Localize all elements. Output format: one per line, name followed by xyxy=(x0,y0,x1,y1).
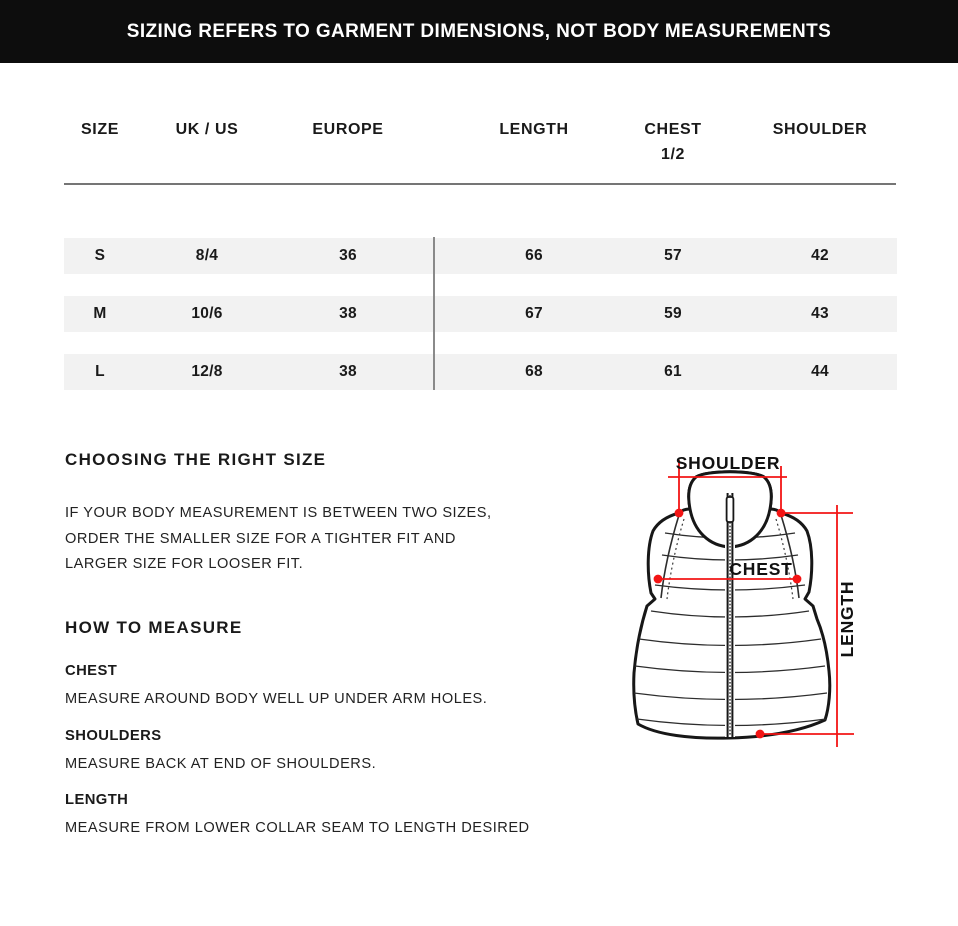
table-row-size-l xyxy=(64,354,897,390)
cell-chest-half: 59 xyxy=(664,305,682,322)
measure-item-chest xyxy=(65,663,487,712)
measure-item-length xyxy=(65,792,530,841)
chest-point-left xyxy=(654,575,663,584)
cell-length: 67 xyxy=(525,305,543,322)
cell-europe: 38 xyxy=(339,305,357,322)
measure-item-shoulders xyxy=(65,728,376,777)
table-header-rule xyxy=(64,183,896,185)
measure-description: MEASURE AROUND BODY WELL UP UNDER ARM HOLES. xyxy=(65,691,488,707)
measure-description: MEASURE FROM LOWER COLLAR SEAM TO LENGTH DESIRED xyxy=(65,820,530,836)
measure-description: MEASURE BACK AT END OF SHOULDERS. xyxy=(65,756,377,772)
cell-size: S xyxy=(94,247,106,264)
table-row-size-s xyxy=(64,238,897,274)
vest-measurement-diagram xyxy=(595,435,925,775)
column-header-length: LENGTH xyxy=(499,121,569,138)
paragraph-line: LARGER SIZE FOR LOOSER FIT. xyxy=(65,556,304,573)
column-header-size: SIZE xyxy=(81,121,119,138)
chest-label: CHEST xyxy=(729,559,793,579)
column-header-shoulder: SHOULDER xyxy=(772,121,868,138)
paragraph-line: IF YOUR BODY MEASUREMENT IS BETWEEN TWO SIZES, xyxy=(65,505,492,521)
cell-shoulder: 44 xyxy=(811,363,829,380)
column-header-chest-half: CHEST 1/2 xyxy=(644,121,702,163)
chest-point-right xyxy=(793,575,802,584)
banner-text: SIZING REFERS TO GARMENT DIMENSIONS, NOT BODY MEASUREMENTS xyxy=(126,20,832,42)
cell-size: M xyxy=(93,305,107,322)
measure-term: SHOULDERS xyxy=(65,728,162,744)
cell-europe: 38 xyxy=(339,363,357,380)
cell-length: 66 xyxy=(525,247,543,264)
zipper-pull xyxy=(727,497,734,522)
cell-uk-us: 8/4 xyxy=(195,247,219,264)
cell-shoulder: 42 xyxy=(811,247,829,264)
vest-zipper xyxy=(725,491,735,737)
length-point-bottom xyxy=(756,730,765,739)
choosing-size-paragraph xyxy=(65,501,492,578)
cell-chest-half: 57 xyxy=(664,247,682,264)
column-header-europe: EUROPE xyxy=(312,121,384,138)
cell-chest-half: 61 xyxy=(664,363,682,380)
measure-term: LENGTH xyxy=(65,792,129,808)
shoulder-label: SHOULDER xyxy=(675,453,781,473)
cell-uk-us: 10/6 xyxy=(191,305,223,322)
size-table-header xyxy=(64,117,897,177)
cell-shoulder: 43 xyxy=(811,305,829,322)
table-row-size-m xyxy=(64,296,897,332)
cell-uk-us: 12/8 xyxy=(191,363,223,380)
shoulder-point-left xyxy=(675,509,684,518)
cell-size: L xyxy=(95,363,105,380)
sizing-disclaimer-banner xyxy=(0,0,958,63)
column-header-uk-us: UK / US xyxy=(175,121,239,138)
measure-term: CHEST xyxy=(65,663,118,679)
how-to-measure-heading: HOW TO MEASURE xyxy=(65,618,243,637)
table-vertical-divider xyxy=(433,237,435,390)
cell-europe: 36 xyxy=(339,247,357,264)
choosing-size-heading: CHOOSING THE RIGHT SIZE xyxy=(65,450,327,469)
length-label: LENGTH xyxy=(837,580,857,658)
cell-length: 68 xyxy=(525,363,543,380)
paragraph-line: ORDER THE SMALLER SIZE FOR A TIGHTER FIT AND xyxy=(65,530,456,547)
